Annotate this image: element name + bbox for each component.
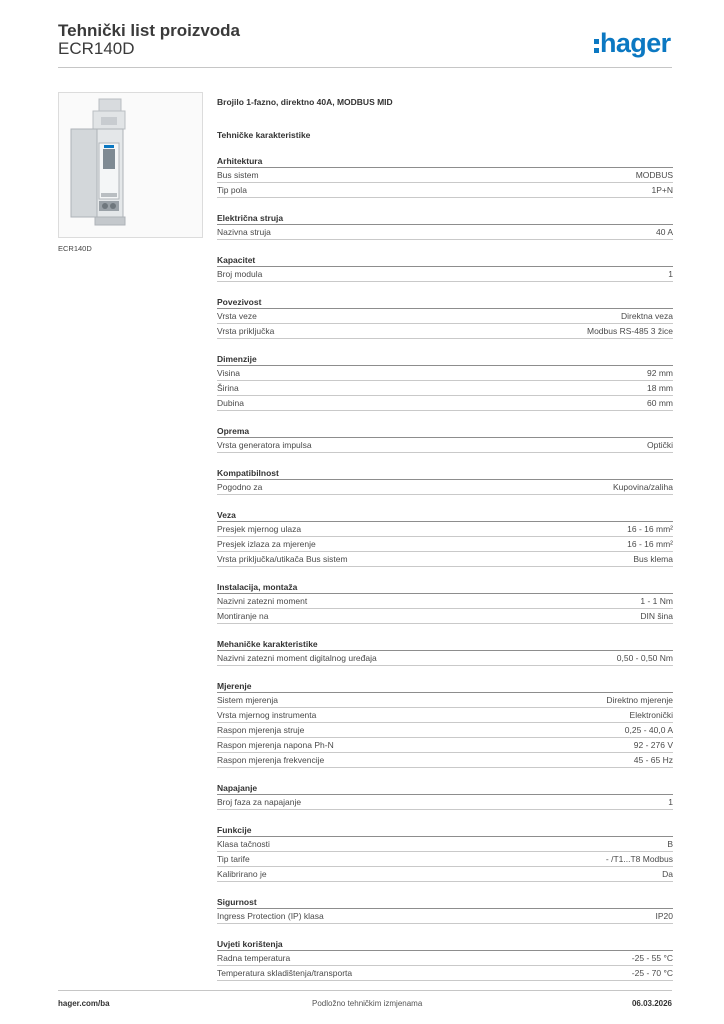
spec-label: Broj modula (217, 269, 263, 279)
spec-row (217, 366, 673, 381)
spec-label: Kalibrirano je (217, 869, 267, 879)
product-headline: Brojilo 1-fazno, direktno 40A, MODBUS MID (217, 97, 393, 107)
spec-group (217, 938, 673, 981)
spec-value: 92 - 276 V (633, 740, 673, 750)
spec-row (217, 867, 673, 882)
spec-value: - /T1...T8 Modbus (605, 854, 673, 864)
spec-row (217, 693, 673, 708)
spec-row (217, 168, 673, 183)
spec-group-title: Kapacitet (217, 254, 673, 267)
spec-label: Bus sistem (217, 170, 259, 180)
spec-label: Temperatura skladištenja/transporta (217, 968, 353, 978)
spec-row (217, 381, 673, 396)
spec-row (217, 708, 673, 723)
spec-value: 1 - 1 Nm (640, 596, 673, 606)
spec-group (217, 581, 673, 624)
spec-row (217, 852, 673, 867)
spec-label: Raspon mjerenja frekvencije (217, 755, 325, 765)
spec-group (217, 425, 673, 453)
spec-row (217, 795, 673, 810)
spec-row (217, 951, 673, 966)
header-divider (58, 67, 672, 68)
spec-group-title: Instalacija, montaža (217, 581, 673, 594)
spec-label: Vrsta veze (217, 311, 257, 321)
spec-value: 92 mm (647, 368, 673, 378)
spec-row (217, 537, 673, 552)
spec-value: -25 - 55 °C (631, 953, 673, 963)
spec-row (217, 837, 673, 852)
spec-groups (217, 155, 673, 981)
spec-label: Širina (217, 383, 239, 393)
spec-label: Sistem mjerenja (217, 695, 278, 705)
spec-label: Ingress Protection (IP) klasa (217, 911, 324, 921)
spec-value: 18 mm (647, 383, 673, 393)
spec-label: Presjek izlaza za mjerenje (217, 539, 316, 549)
spec-row (217, 396, 673, 411)
spec-value: Optički (647, 440, 673, 450)
spec-row (217, 738, 673, 753)
spec-row (217, 651, 673, 666)
product-code: ECR140D (58, 39, 135, 58)
spec-value: 0,50 - 0,50 Nm (616, 653, 673, 663)
spec-group-title: Funkcije (217, 824, 673, 837)
spec-row (217, 267, 673, 282)
spec-value: Direktno mjerenje (606, 695, 673, 705)
footer-date: 06.03.2026 (631, 999, 672, 1008)
spec-row (217, 480, 673, 495)
spec-label: Raspon mjerenja struje (217, 725, 305, 735)
din-rail-meter-icon (59, 93, 202, 237)
spec-row (217, 753, 673, 768)
spec-value: 40 A (655, 227, 673, 237)
spec-value: Bus klema (633, 554, 673, 564)
spec-value: 60 mm (647, 398, 673, 408)
document-title: Tehnički list proizvoda (58, 21, 240, 40)
spec-label: Nazivni zatezni moment (217, 596, 308, 606)
spec-value: Kupovina/zaliha (612, 482, 673, 492)
spec-label: Radna temperatura (217, 953, 291, 963)
spec-label: Pogodno za (217, 482, 263, 492)
spec-group (217, 509, 673, 567)
spec-value: -25 - 70 °C (631, 968, 673, 978)
spec-value: 0,25 - 40,0 A (624, 725, 673, 735)
spec-row (217, 909, 673, 924)
spec-label: Vrsta generatora impulsa (217, 440, 312, 450)
spec-label: Dubina (217, 398, 244, 408)
footer-note: Podložno tehničkim izmjenama (312, 999, 423, 1008)
spec-group (217, 824, 673, 882)
product-image (58, 92, 203, 238)
spec-label: Klasa tačnosti (217, 839, 270, 849)
spec-label: Tip tarife (217, 854, 250, 864)
spec-value: Elektronički (629, 710, 673, 720)
spec-value: Direktna veza (621, 311, 673, 321)
spec-group-title: Uvjeti korištenja (217, 938, 673, 951)
spec-label: Raspon mjerenja napona Ph-N (217, 740, 334, 750)
spec-label: Visina (217, 368, 240, 378)
spec-group-title: Mehaničke karakteristike (217, 638, 673, 651)
spec-value: 1 (668, 797, 673, 807)
spec-row (217, 522, 673, 537)
spec-value: DIN šina (640, 611, 673, 621)
spec-label: Vrsta mjernog instrumenta (217, 710, 317, 720)
spec-group (217, 296, 673, 339)
spec-group-title: Veza (217, 509, 673, 522)
spec-value: 16 - 16 mm² (627, 539, 673, 549)
spec-label: Presjek mjernog ulaza (217, 524, 302, 534)
spec-row (217, 324, 673, 339)
spec-group (217, 638, 673, 666)
spec-label: Nazivna struja (217, 227, 271, 237)
spec-group (217, 896, 673, 924)
spec-value: 45 - 65 Hz (633, 755, 673, 765)
logo-text: hager (600, 28, 671, 58)
spec-group-title: Napajanje (217, 782, 673, 795)
spec-value: 16 - 16 mm² (627, 524, 673, 534)
spec-group-title: Električna struja (217, 212, 673, 225)
spec-row (217, 552, 673, 567)
spec-row (217, 723, 673, 738)
spec-label: Tip pola (217, 185, 247, 195)
spec-value: MODBUS (635, 170, 673, 180)
spec-row (217, 609, 673, 624)
spec-group-title: Povezivost (217, 296, 673, 309)
spec-group (217, 782, 673, 810)
spec-group-title: Dimenzije (217, 353, 673, 366)
spec-label: Broj faza za napajanje (217, 797, 302, 807)
spec-value: Modbus RS-485 3 žice (587, 326, 673, 336)
spec-group (217, 680, 673, 768)
spec-label: Nazivni zatezni moment digitalnog uređaja (217, 653, 377, 663)
spec-row (217, 594, 673, 609)
spec-group (217, 212, 673, 240)
spec-value: IP20 (655, 911, 673, 921)
spec-row (217, 225, 673, 240)
spec-label: Vrsta priključka (217, 326, 275, 336)
footer-website: hager.com/ba (58, 999, 110, 1008)
spec-label: Montiranje na (217, 611, 269, 621)
spec-row (217, 438, 673, 453)
spec-section-title: Tehničke karakteristike (217, 130, 311, 140)
image-caption: ECR140D (58, 244, 92, 253)
logo-colon-mark (594, 37, 599, 55)
spec-label: Vrsta priključka/utikača Bus sistem (217, 554, 348, 564)
spec-group-title: Sigurnost (217, 896, 673, 909)
hager-logo (594, 29, 671, 57)
spec-value: B (667, 839, 673, 849)
spec-value: 1 (668, 269, 673, 279)
spec-row (217, 183, 673, 198)
spec-group-title: Arhitektura (217, 155, 673, 168)
spec-value: 1P+N (651, 185, 673, 195)
spec-sheet (217, 95, 673, 981)
footer-divider (58, 990, 672, 991)
spec-group (217, 353, 673, 411)
spec-value: Da (662, 869, 673, 879)
spec-group-title: Oprema (217, 425, 673, 438)
spec-group-title: Mjerenje (217, 680, 673, 693)
spec-row (217, 309, 673, 324)
spec-group (217, 467, 673, 495)
spec-group (217, 254, 673, 282)
spec-group (217, 155, 673, 198)
spec-row (217, 966, 673, 981)
spec-group-title: Kompatibilnost (217, 467, 673, 480)
